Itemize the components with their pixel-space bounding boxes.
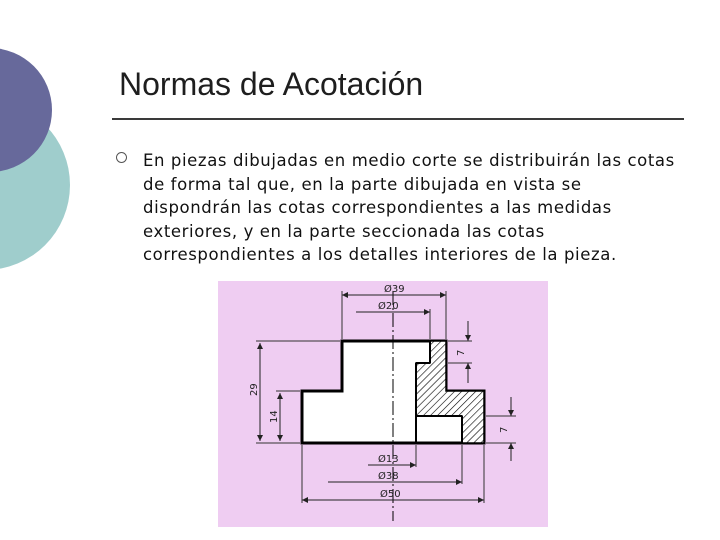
dim-d50: Ø50 — [380, 489, 401, 500]
title-underline — [112, 118, 684, 120]
dim-h7-top: 7 — [456, 349, 467, 356]
dim-h7-bottom: 7 — [499, 426, 510, 433]
technical-drawing — [218, 281, 548, 527]
dim-h14: 14 — [269, 410, 280, 423]
bullet-text: En piezas dibujadas en medio corte se distribuirán las cotas de forma tal que, en la parte dibujada en vista se dispondrán las cotas correspondientes a las medidas exteriores, y en la parte seccionada las cotas correspondientes a los detalles interiores de la pieza. — [143, 151, 675, 264]
bullet-circle-icon — [116, 152, 127, 163]
dim-h29: 29 — [249, 383, 260, 396]
dim-d39: Ø39 — [384, 284, 405, 295]
dim-d13: Ø13 — [378, 454, 399, 465]
dim-d20: Ø20 — [378, 301, 399, 312]
dim-d38: Ø38 — [378, 471, 399, 482]
slide-title: Normas de Acotación — [119, 66, 424, 102]
decorative-circles — [0, 0, 80, 300]
